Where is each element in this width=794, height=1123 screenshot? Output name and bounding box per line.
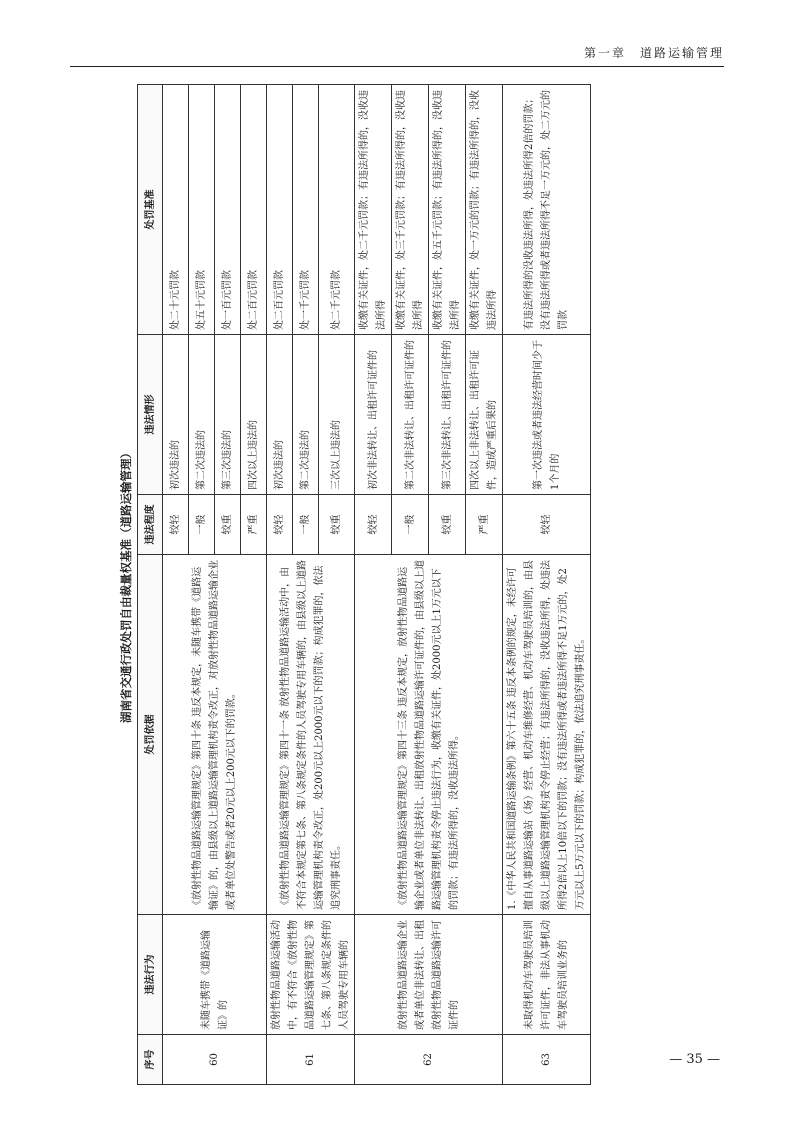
penalty-standard: 处二百元罚款 [267, 85, 293, 335]
penalty-basis: 1.《中华人民共和国道路运输条例》第六十五条 违反本条例的规定，未经许可擅自从事道路运输站（场）经营、机动车维修经营、机动车驾驶员培训的，由县级以上道路运输管理机构责令停止经营；有违法所得的，没收违法所得，处违法所得2倍以上10倍以下的罚款；没有违法所得或者违法所得不足1万元的，处2万元以上5万元以下的罚款；构成犯罪的，依法追究刑事责任。 [503, 555, 591, 915]
penalty-table [137, 84, 591, 1085]
penalty-basis: 《放射性物品道路运输管理规定》第四十一条 放射性物品道路运输活动中，由不符合本规定第七条、第八条规定条件的人员驾驶专用车辆的，由县级以上道路运输管理机构责令改正，处200元以上2000元以下的罚款；构成犯罪的，依法追究刑事责任。 [267, 555, 355, 915]
table-row [355, 85, 392, 1085]
violation-situation: 第一次违法或者违法经营时间少于1个月的 [503, 335, 591, 495]
penalty-standard: 收缴有关证件，处二千元罚款；有违法所得的，没收违法所得 [355, 85, 392, 335]
violation-situation: 第二次非法转让、出租许可证件的 [392, 335, 429, 495]
row-number: 62 [355, 1035, 503, 1085]
penalty-standard: 处二百元罚款 [241, 85, 267, 335]
violation-situation: 四次以上非法转让、出租许可证件，造成严重后果的 [466, 335, 503, 495]
col-header-penalty: 处罚基准 [138, 85, 163, 335]
violation-degree: 较重 [215, 495, 241, 555]
penalty-basis: 《放射性物品道路运输管理规定》第四十条 违反本规定，未随车携带《道路运输证》的，由县级以上道路运输管理机构责令改正，对放射性物品道路运输企业或者单位处警告或者20元以上200元以下的罚款。 [163, 555, 267, 915]
violation-degree: 较轻 [267, 495, 293, 555]
violation-act: 未随车携带《道路运输证》的 [163, 915, 267, 1035]
violation-degree: 较轻 [355, 495, 392, 555]
penalty-basis: 《放射性物品道路运输管理规定》第四十三条 违反本规定，放射性物品道路运输企业或者单位非法转让、出租放射性物品道路运输许可证件的，由县级以上道路运输管理机构责令停止违法行为，收缴有关证件，处2000元以上1万元以下的罚款；有违法所得的，没收违法所得。 [355, 555, 503, 915]
violation-act: 放射性物品道路运输活动中，有不符合《放射性物品道路运输管理规定》第七条、第八条规定条件的人员驾驶专用车辆的 [267, 915, 355, 1035]
page-number: — 35 — [669, 1052, 720, 1067]
violation-situation: 第二次违法的 [189, 335, 215, 495]
col-header-no: 序号 [138, 1035, 163, 1085]
violation-situation: 三次以上违法的 [319, 335, 355, 495]
violation-degree: 较重 [429, 495, 466, 555]
penalty-standard: 处一百元罚款 [215, 85, 241, 335]
header-rule [70, 66, 724, 67]
violation-situation: 第二次违法的 [293, 335, 319, 495]
table-row [503, 85, 591, 1085]
col-header-basis: 处罚依据 [138, 555, 163, 915]
col-header-act: 违法行为 [138, 915, 163, 1035]
table-header-row [138, 85, 163, 1085]
violation-degree: 较重 [319, 495, 355, 555]
violation-degree: 严重 [241, 495, 267, 555]
penalty-standard: 处二十元罚款 [163, 85, 189, 335]
penalty-standard: 收缴有关证件，处五千元罚款；有违法所得的，没收违法所得 [429, 85, 466, 335]
violation-situation: 初次非法转让、出租许可证件的 [355, 335, 392, 495]
rotated-table-frame [115, 85, 665, 1085]
violation-situation: 第三次违法的 [215, 335, 241, 495]
row-number: 60 [163, 1035, 267, 1085]
row-number: 61 [267, 1035, 355, 1085]
col-header-degree: 违法程度 [138, 495, 163, 555]
violation-degree: 较轻 [163, 495, 189, 555]
table-caption: 湖南省交通行政处罚自由裁量权基准（道路运输管理） [119, 447, 133, 723]
row-number: 63 [503, 1035, 591, 1085]
penalty-standard: 处一千元罚款 [293, 85, 319, 335]
penalty-standard: 有违法所得的没收违法所得，处违法所得2倍的罚款；没有违法所得或者违法所得不足一万元的，处二万元的罚款 [503, 85, 591, 335]
table-row [267, 85, 293, 1085]
chapter-header: 第一章 道路运输管理 [583, 46, 724, 60]
penalty-standard: 收缴有关证件，处一万元的罚款；有违法所得的，没收违法所得 [466, 85, 503, 335]
penalty-standard: 处五十元罚款 [189, 85, 215, 335]
violation-degree: 一般 [392, 495, 429, 555]
penalty-standard: 处二千元罚款 [319, 85, 355, 335]
penalty-standard: 收缴有关证件，处三千元罚款；有违法所得的，没收违法所得 [392, 85, 429, 335]
violation-situation: 初次违法的 [163, 335, 189, 495]
violation-situation: 第三次非法转让、出租许可证件的 [429, 335, 466, 495]
violation-act: 放射性物品道路运输企业或者单位非法转让、出租放射性物品道路运输许可证件的 [355, 915, 503, 1035]
violation-situation: 四次以上违法的 [241, 335, 267, 495]
violation-degree: 较轻 [503, 495, 591, 555]
col-header-situation: 违法情形 [138, 335, 163, 495]
violation-degree: 一般 [293, 495, 319, 555]
violation-situation: 初次违法的 [267, 335, 293, 495]
violation-act: 未取得机动车驾驶员培训许可证件，非法从事机动车驾驶员培训业务的 [503, 915, 591, 1035]
violation-degree: 一般 [189, 495, 215, 555]
table-row [163, 85, 189, 1085]
violation-degree: 严重 [466, 495, 503, 555]
